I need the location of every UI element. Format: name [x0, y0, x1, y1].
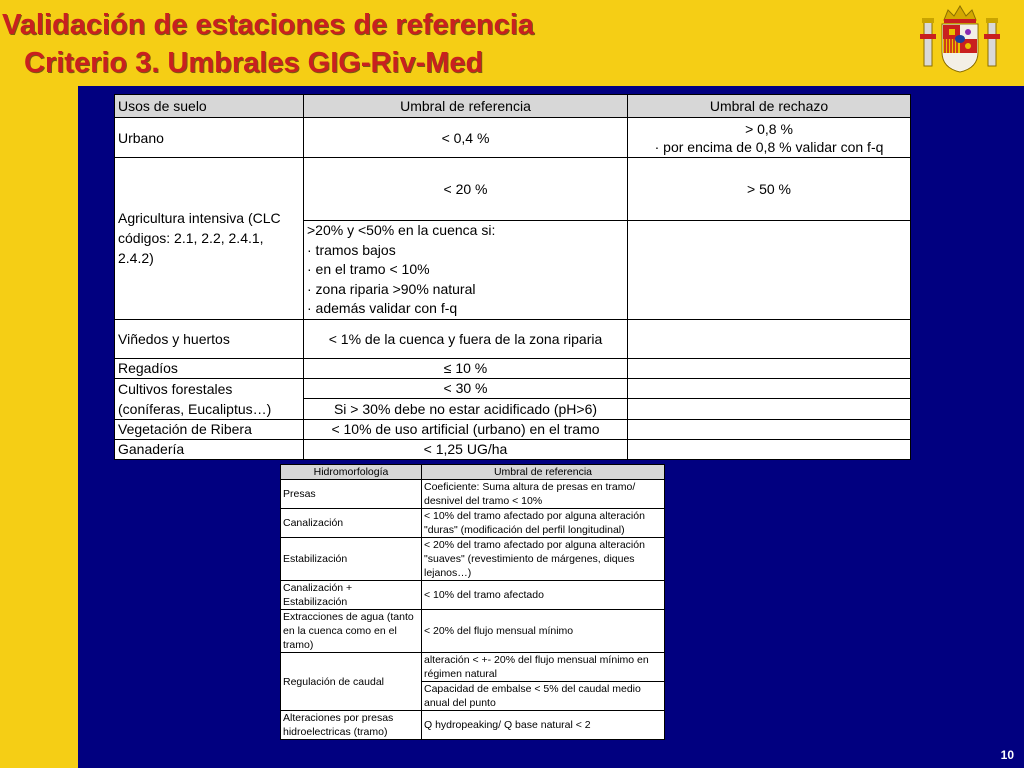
table-header-row [281, 465, 665, 480]
title-line-2: Criterio 3. Umbrales GIG-Riv-Med [24, 47, 484, 79]
row-label: Canalización + Estabilización [281, 581, 422, 610]
row-label: Alteraciones por presas hidroelectricas (tramo) [281, 711, 422, 740]
condition-line: · además validar con f-q [307, 300, 458, 316]
slide-number: 10 [1000, 748, 1014, 762]
rejection-cell [628, 221, 911, 320]
table-row [115, 358, 911, 378]
reference-cell: alteración < +- 20% del flujo mensual mínimo en régimen natural [422, 653, 665, 682]
spain-coat-of-arms-icon [920, 4, 1000, 74]
table-row [281, 538, 665, 581]
row-label: Urbano [115, 118, 304, 158]
column-header: Umbral de referencia [304, 95, 628, 118]
rejection-cell [628, 118, 911, 158]
title-line-1: Validación de estaciones de referencia [2, 9, 534, 41]
rejection-cell [628, 439, 911, 459]
reference-cell: < 10% de uso artificial (urbano) en el tramo [304, 419, 628, 439]
rejection-cell [628, 358, 911, 378]
rejection-cell: > 50 % [628, 158, 911, 221]
reference-cell: Q hydropeaking/ Q base natural < 2 [422, 711, 665, 740]
reference-cell: < 30 % [304, 378, 628, 399]
table-row [281, 509, 665, 538]
row-label: Regulación de caudal [281, 653, 422, 711]
table-row [115, 439, 911, 459]
row-label: Viñedos y huertos [115, 319, 304, 358]
reference-cell: Si > 30% debe no estar acidificado (pH>6) [304, 399, 628, 420]
rejection-line: · por encima de 0,8 % validar con f-q [654, 138, 884, 155]
reference-cell: < 20 % [304, 158, 628, 221]
condition-line: · zona riparia >90% natural [307, 280, 476, 297]
reference-cell: ≤ 10 % [304, 358, 628, 378]
table-row [115, 319, 911, 358]
row-label: Presas [281, 480, 422, 509]
rejection-cell [628, 399, 911, 420]
table-header-row [115, 95, 911, 118]
condition-line: >20% y <50% en la cuenca si: [307, 222, 496, 238]
reference-cell: Capacidad de embalse < 5% del caudal medio anual del punto [422, 682, 665, 711]
table-row [115, 118, 911, 158]
reference-cell: < 10% del tramo afectado por alguna alteración "duras" (modificación del perfil longitudinal) [422, 509, 665, 538]
row-label: Ganadería [115, 439, 304, 459]
rejection-cell [628, 319, 911, 358]
hydromorphology-thresholds-table [280, 464, 665, 740]
table-row [281, 711, 665, 740]
column-header: Umbral de rechazo [628, 95, 911, 118]
land-use-thresholds-table [114, 94, 911, 460]
reference-cell: Coeficiente: Suma altura de presas en tramo/ desnivel del tramo < 10% [422, 480, 665, 509]
reference-cell: < 20% del flujo mensual mínimo [422, 610, 665, 653]
column-header: Umbral de referencia [422, 465, 665, 480]
condition-cell [304, 221, 628, 320]
reference-cell: < 10% del tramo afectado [422, 581, 665, 610]
rejection-cell [628, 419, 911, 439]
column-header: Usos de suelo [115, 95, 304, 118]
row-label: Canalización [281, 509, 422, 538]
table-row [281, 653, 665, 682]
row-label: Extracciones de agua (tanto en la cuenca como en el tramo) [281, 610, 422, 653]
condition-line: · tramos bajos [307, 241, 396, 258]
reference-cell: < 1% de la cuenca y fuera de la zona riparia [304, 319, 628, 358]
reference-cell: < 0,4 % [304, 118, 628, 158]
table-row [281, 610, 665, 653]
reference-cell: < 1,25 UG/ha [304, 439, 628, 459]
row-label: Vegetación de Ribera [115, 419, 304, 439]
table-row [115, 419, 911, 439]
row-label: Agricultura intensiva (CLC códigos: 2.1, 2.2, 2.4.1, 2.4.2) [115, 158, 304, 320]
row-label: Cultivos forestales (coníferas, Eucaliptus…) [115, 378, 304, 419]
row-label: Regadíos [115, 358, 304, 378]
reference-cell: < 20% del tramo afectado por alguna alteración "suaves" (revestimiento de márgenes, diques lejanos…) [422, 538, 665, 581]
table-row [281, 581, 665, 610]
rejection-line: > 0,8 % [745, 120, 793, 137]
slide-title [0, 6, 900, 82]
table-row [115, 158, 911, 221]
column-header: Hidromorfología [281, 465, 422, 480]
table-row [281, 480, 665, 509]
table-row [115, 378, 911, 399]
rejection-cell [628, 378, 911, 399]
condition-line: · en el tramo < 10% [307, 261, 430, 277]
row-label: Estabilización [281, 538, 422, 581]
